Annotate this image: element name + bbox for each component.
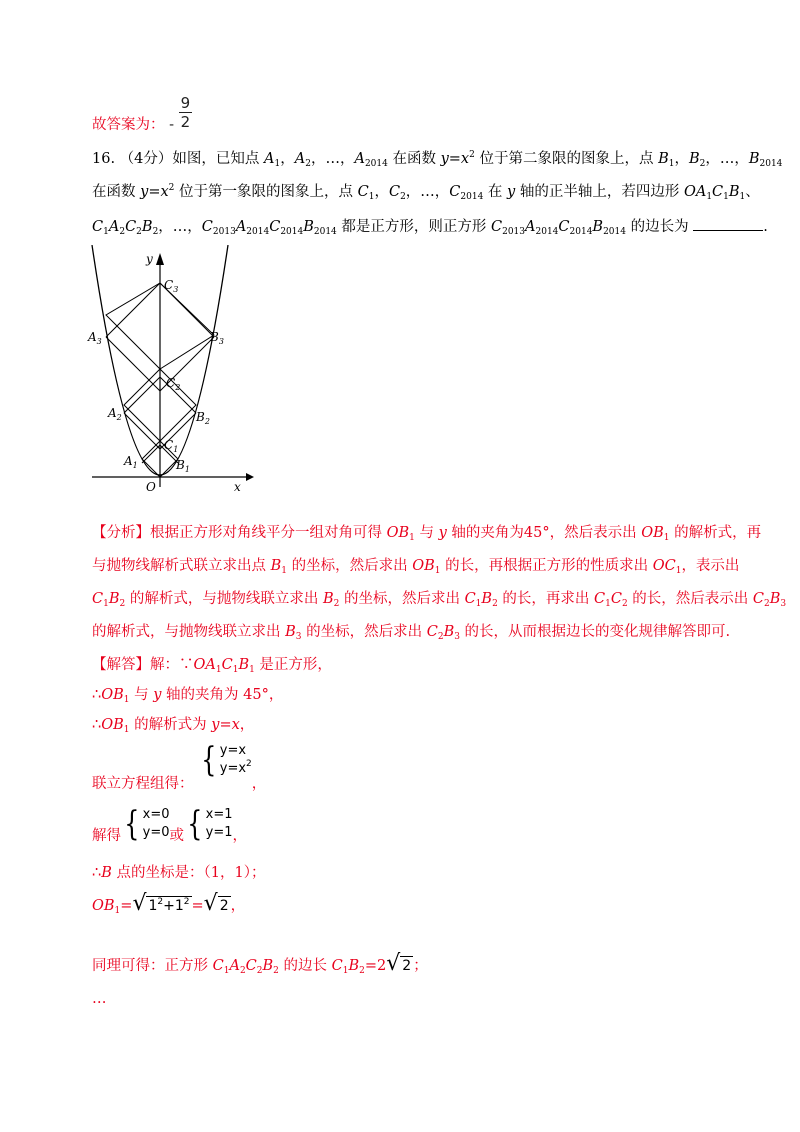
- s-text: ∴: [92, 865, 102, 881]
- y-axis-label: y: [146, 252, 153, 266]
- solution-system: [92, 740, 267, 792]
- s-text: 与: [129, 687, 154, 703]
- answer-minus: -: [169, 117, 175, 133]
- q-text: .: [763, 219, 768, 235]
- label-a2: $A_2$: [108, 406, 122, 422]
- analysis-line-2: 与抛物线解析式联立求出点 $B_1$ 的坐标，然后求出 $OB_1$ 的长，再根据正方形的性质求出 $OC_1$，表示出: [92, 558, 740, 576]
- label-a1: $A_1$: [124, 454, 138, 470]
- q-text: 、: [745, 184, 760, 200]
- s-text: 的解析式为: [129, 717, 212, 733]
- answer-fraction: [179, 94, 193, 131]
- question-number: 16.: [92, 151, 116, 167]
- x-axis-arrow: [246, 473, 254, 481]
- q-text: 轴的正半轴上，若四边形: [515, 184, 684, 200]
- s-text: ，: [251, 776, 267, 792]
- label-b1: $B_1$: [176, 458, 190, 474]
- solution-tag: 【解答】: [92, 657, 150, 673]
- analysis-line-4: 的解析式，与抛物线联立求出 $B_3$ 的坐标，然后求出 $C_2B_3$ 的长，从而根据边长的变化规律解答即可.: [92, 624, 731, 642]
- s-text: ∴: [92, 717, 102, 733]
- a-text: 轴的夹角为45°，然后表示出: [446, 525, 642, 541]
- eq-1: y=x: [219, 743, 247, 758]
- a-text: 的解析式，与抛物线联立求出: [125, 591, 323, 607]
- a-text: 的长，然后表示出: [627, 591, 753, 607]
- answer-blank: [693, 218, 763, 231]
- question-score: （4分）: [119, 151, 173, 167]
- solution-roots: [92, 806, 247, 842]
- previous-answer: [92, 93, 192, 133]
- a-text: 的解析式，与抛物线联立求出: [92, 624, 286, 640]
- s-text: 或: [169, 828, 184, 844]
- s-text: ，: [232, 828, 247, 844]
- s-text: ，: [239, 717, 255, 733]
- solution-line-3: $\therefore OB_1$ 的解析式为 y=x，: [92, 717, 255, 735]
- s-text: 联立方程组得：: [92, 776, 194, 792]
- a-text: 的坐标，然后求出: [301, 624, 427, 640]
- answer-label: 故答案为：: [92, 117, 165, 133]
- analysis-tag: 【分析】: [92, 525, 150, 541]
- label-c3: $C_3$: [164, 278, 179, 294]
- eq-2: $y=x^2$: [219, 759, 252, 776]
- question-line-3: $C_1A_2C_2B_2$，…，$C_{2013}A_{2014}C_{2014}B_{2014}$ 都是正方形，则正方形 $C_{2013}A_{2014}C_{2014}B_{2014}$ 的边长为 .: [92, 219, 768, 237]
- s-text: 的边长: [278, 958, 332, 974]
- q-text: 在函数: [92, 184, 141, 200]
- q-text: ，: [280, 151, 295, 167]
- s-text: 点的坐标是：（1，1）；: [111, 865, 266, 881]
- sqrt-2: √ 2: [203, 891, 229, 916]
- solution-a: { x=0 y=0: [124, 804, 170, 844]
- solution-ob1: $OB_1=$ √ $1^2+1^2$ = √ 2 ，: [92, 891, 246, 916]
- s-text: 解：∵: [150, 657, 194, 673]
- a-text: 的坐标，然后求出: [339, 591, 465, 607]
- q-text: ，…，: [705, 151, 749, 167]
- label-b3: $B_3$: [210, 330, 224, 346]
- q-text: ，…，: [310, 151, 355, 167]
- x-axis-label: x: [234, 480, 241, 494]
- sqrt-2b: √ 2: [386, 951, 412, 976]
- analysis-line-1: 【分析】根据正方形对角线平分一组对角可得 $OB_1$ 与 y 轴的夹角为45°，然后表示出 $OB_1$ 的解析式，再: [92, 525, 762, 543]
- q-text: ，: [674, 151, 689, 167]
- question-line-1: 16. （4分）如图，已知点 $A_1$，$A_2$，…，$A_{2014}$ 在函数 $y=x^2$ 位于第二象限的图象上，点 $B_1$，$B_2$，…，$B_{2014}$: [92, 150, 783, 169]
- fraction-numerator: 9: [180, 93, 191, 112]
- solution-line-1: 【解答】解：$\because OA_1C_1B_1$ 是正方形，: [92, 657, 332, 675]
- question-line-2: 在函数 $y=x^2$ 位于第一象限的图象上，点 $C_1$，$C_2$，…，$C_{2014}$ 在 y 轴的正半轴上，若四边形 $OA_1C_1B_1$、: [92, 183, 760, 202]
- a-text: 与抛物线解析式联立求出点: [92, 558, 271, 574]
- s-text: ∴: [92, 687, 102, 703]
- q-text: ，: [374, 184, 389, 200]
- q-text: 在函数: [387, 151, 441, 167]
- y-axis-arrow: [156, 253, 164, 265]
- solution-line-2: $\therefore OB_1$ 与 y 轴的夹角为 45°，: [92, 687, 284, 705]
- a-text: 的坐标，然后求出: [287, 558, 413, 574]
- s-text: 同理可得：正方形: [92, 958, 213, 974]
- parabola-figure: [86, 245, 256, 495]
- solution-ellipsis: …: [92, 991, 107, 1007]
- q-text: 的边长为: [625, 219, 694, 235]
- a-text: 的长，从而根据边长的变化规律解答即可.: [459, 624, 731, 640]
- solution-line-b: ∴B 点的坐标是：（1，1）；: [92, 865, 266, 881]
- analysis-line-3: $C_1B_2$ 的解析式，与抛物线联立求出 $B_2$ 的坐标，然后求出 $C_1B_2$ 的长，再求出 $C_1C_2$ 的长，然后表示出 $C_2B_3$: [92, 591, 787, 609]
- label-c2: $C_2$: [166, 376, 181, 392]
- s-text: 解得: [92, 828, 121, 844]
- a-text: 的长，再求出: [497, 591, 595, 607]
- fraction-denominator: 2: [180, 112, 191, 131]
- solution-b: { x=1 y=1: [187, 804, 233, 844]
- s-text: 是正方形，: [254, 657, 332, 673]
- a-text: ，表示出: [681, 558, 740, 574]
- q-text: 都是正方形，则正方形: [336, 219, 491, 235]
- a-text: 与: [414, 525, 439, 541]
- q-text: 如图，已知点: [172, 151, 265, 167]
- solution-line-similar: 同理可得：正方形 $C_1A_2C_2B_2$ 的边长 $C_1B_2=2$ √ 2 ；: [92, 951, 428, 976]
- a-text: 根据正方形对角线平分一组对角可得: [150, 525, 387, 541]
- q-text: ，…，: [158, 219, 202, 235]
- a-text: 的长，再根据正方形的性质求出: [440, 558, 653, 574]
- q-text: 位于第二象限的图象上，点: [474, 151, 659, 167]
- q-text: 位于第一象限的图象上，点: [174, 184, 358, 200]
- s-text: 轴的夹角为 45°，: [161, 687, 284, 703]
- a-text: 的解析式，再: [669, 525, 762, 541]
- sqrt-expression: √ $1^2+1^2$: [132, 891, 190, 916]
- label-c1: $C_1$: [164, 438, 179, 454]
- equation-system: { y=x $y=x^2$: [201, 740, 252, 780]
- q-text: 在: [483, 184, 508, 200]
- origin-label: O: [146, 480, 156, 494]
- label-b2: $B_2$: [196, 410, 210, 426]
- q-text: ，…，: [405, 184, 450, 200]
- label-a3: $A_3$: [88, 330, 102, 346]
